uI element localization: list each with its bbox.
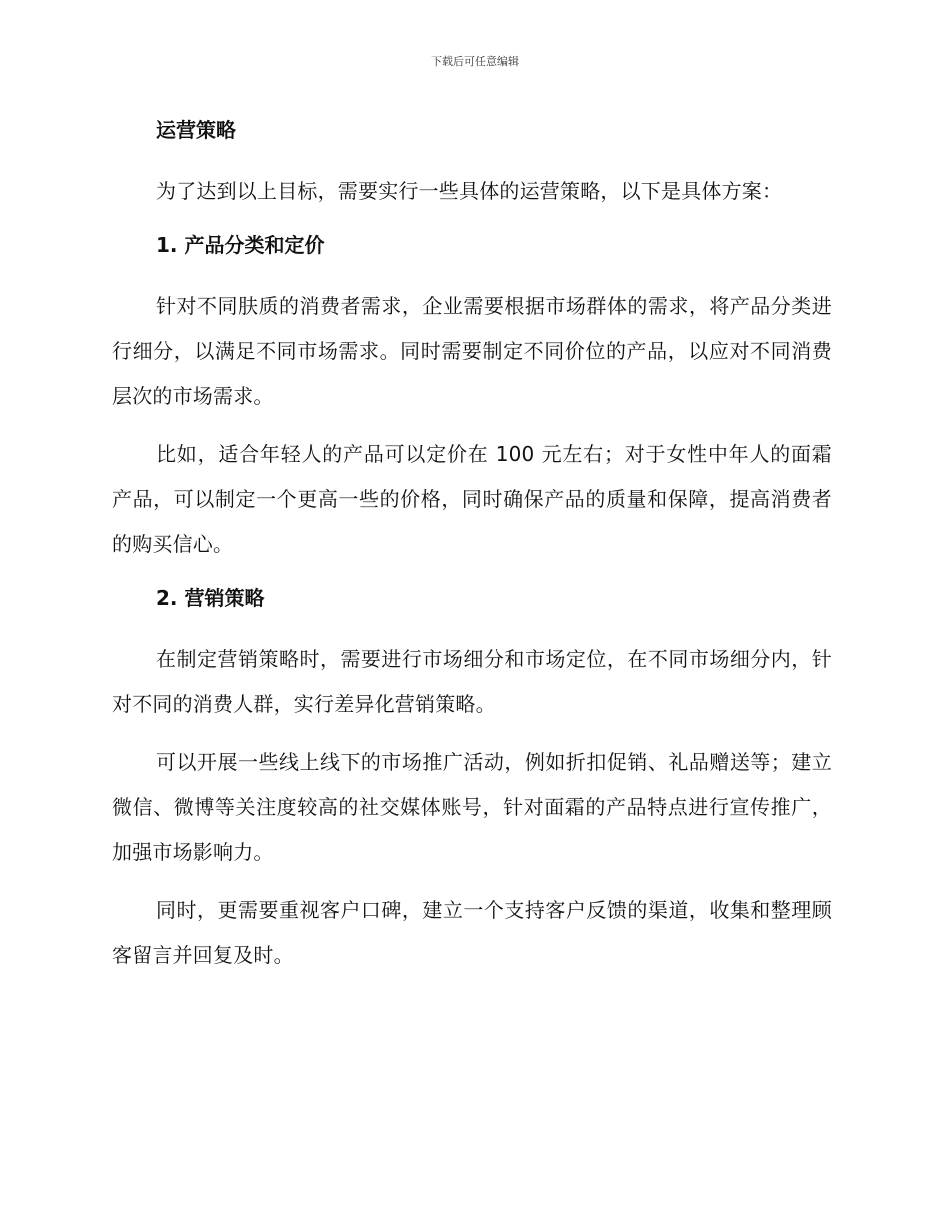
section-1-heading: 1. 产品分类和定价 [156,233,325,257]
page-header: 下载后可任意编辑 [431,55,519,68]
section-1-paragraph-2: 比如，适合年轻人的产品可以定价在 100 元左右；对于女性中年人的面霜产品，可以制定一个更高一些的价格，同时确保产品的质量和保障，提高消费者的购买信心。 [112,442,832,556]
section-2-paragraph-1: 在制定营销策略时，需要进行市场细分和市场定位，在不同市场细分内，针对不同的消费人群，实行差异化营销策略。 [112,647,832,716]
document-body [112,112,832,978]
document-title: 运营策略 [156,118,236,142]
section-1-paragraph-1: 针对不同肤质的消费者需求，企业需要根据市场群体的需求，将产品分类进行细分，以满足不同市场需求。同时需要制定不同价位的产品，以应对不同消费层次的市场需求。 [112,294,832,408]
section-2-heading: 2. 营销策略 [156,586,265,610]
section-2-paragraph-3: 同时，更需要重视客户口碑，建立一个支持客户反馈的渠道，收集和整理顾客留言并回复及时。 [112,898,832,967]
section-2-paragraph-2: 可以开展一些线上线下的市场推广活动，例如折扣促销、礼品赠送等；建立微信、微博等关注度较高的社交媒体账号，针对面霜的产品特点进行宣传推广，加强市场影响力。 [112,750,832,864]
intro-paragraph: 为了达到以上目标，需要实行一些具体的运营策略，以下是具体方案： [156,179,783,203]
